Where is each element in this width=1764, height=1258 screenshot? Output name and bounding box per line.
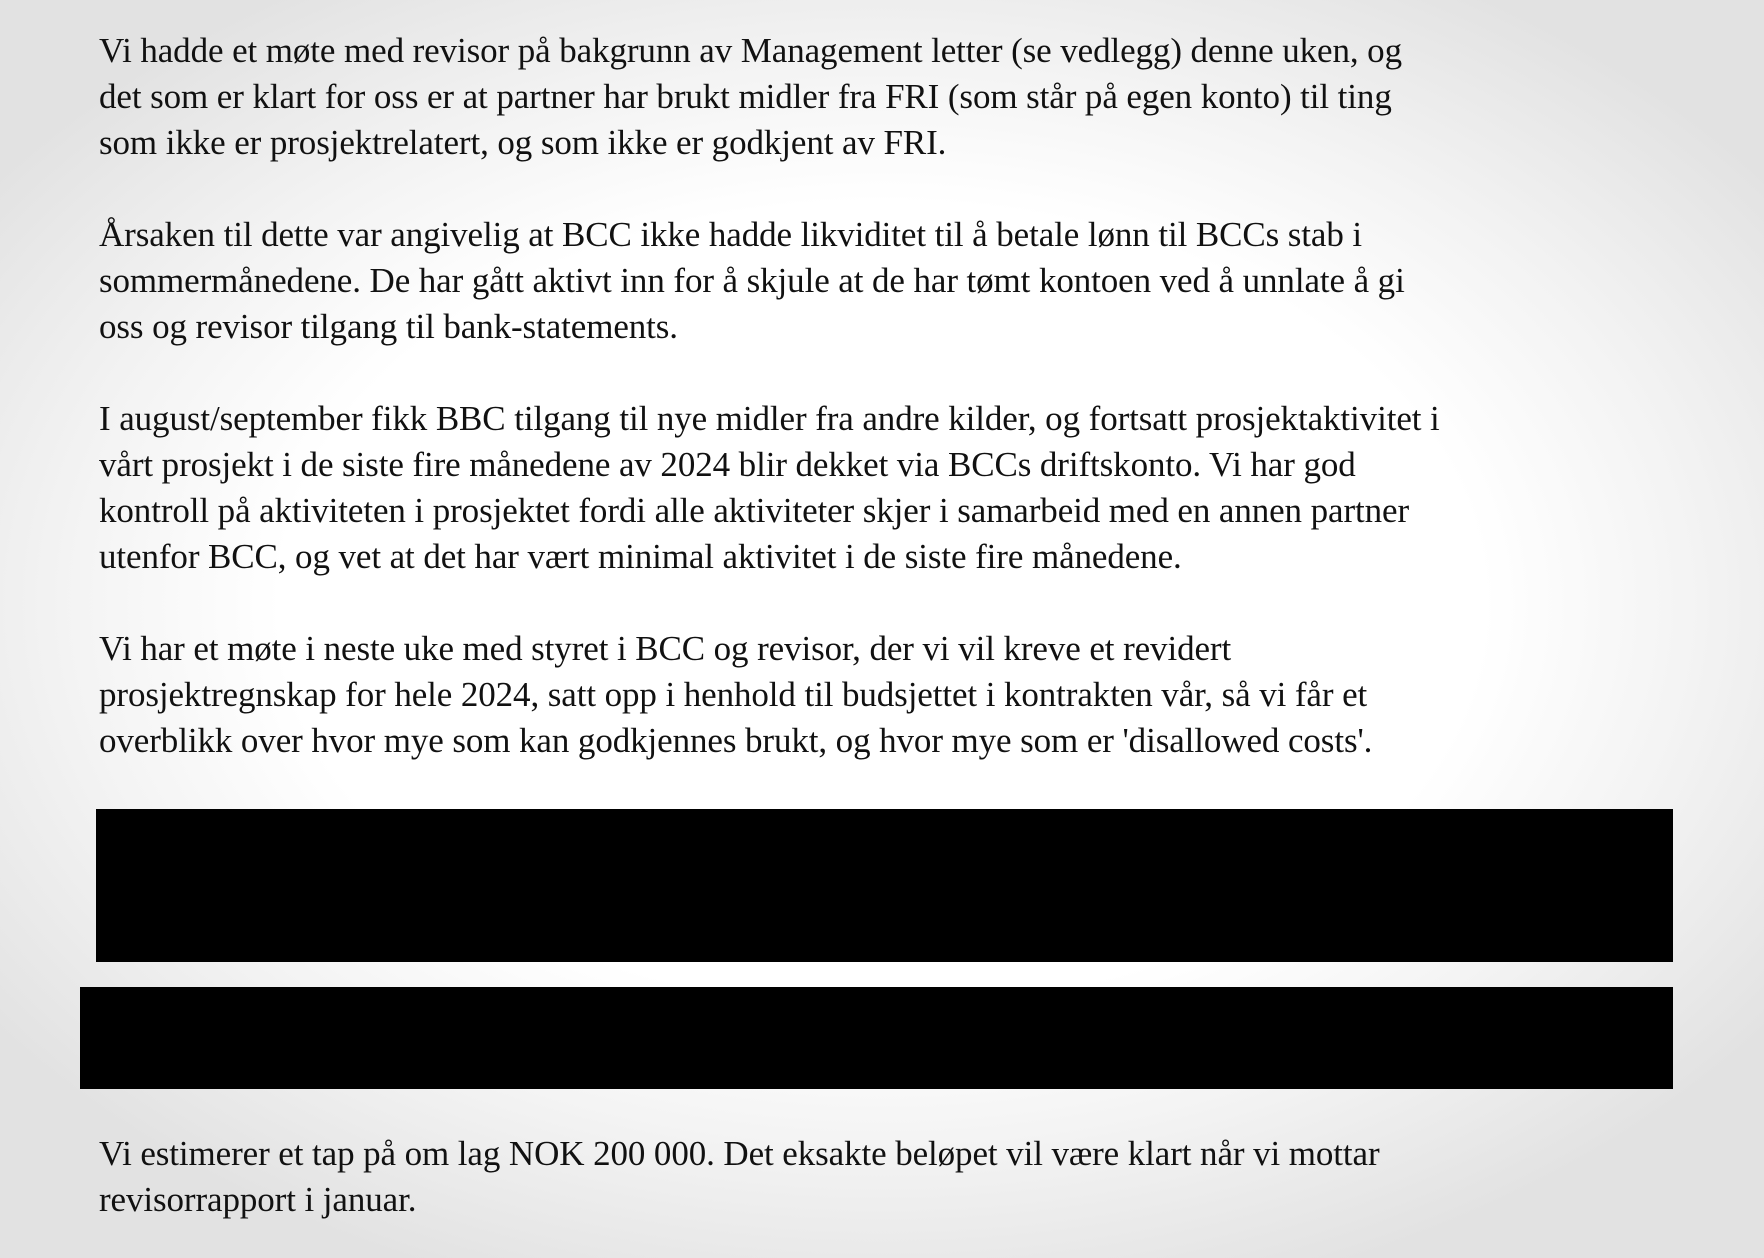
text-line: revisorrapport i januar. — [99, 1180, 417, 1219]
redaction-block — [96, 809, 1673, 962]
text-line: vårt prosjekt i de siste fire månedene av 2024 blir dekket via BCCs driftskonto. Vi har god — [99, 445, 1356, 484]
text-line: Vi estimerer et tap på om lag NOK 200 000. Det eksakte beløpet vil være klart når vi mottar — [99, 1134, 1380, 1173]
text-line: Vi har et møte i neste uke med styret i BCC og revisor, der vi vil kreve et revidert — [99, 629, 1232, 668]
text-line: som ikke er prosjektrelatert, og som ikke er godkjent av FRI. — [99, 123, 947, 162]
text-line: prosjektregnskap for hele 2024, satt opp i henhold til budsjettet i kontrakten vår, så vi får et — [99, 675, 1368, 714]
paragraph-management-letter — [99, 28, 1402, 166]
text-line: sommermånedene. De har gått aktivt inn for å skjule at de har tømt kontoen ved å unnlate å gi — [99, 261, 1405, 300]
text-line: utenfor BCC, og vet at det har vært minimal aktivitet i de siste fire månedene. — [99, 537, 1182, 576]
text-line: kontroll på aktiviteten i prosjektet fordi alle aktiviteter skjer i samarbeid med en annen partner — [99, 491, 1410, 530]
text-line: Vi hadde et møte med revisor på bakgrunn av Management letter (se vedlegg) denne uken, og — [99, 31, 1402, 70]
text-line: I august/september fikk BBC tilgang til nye midler fra andre kilder, og fortsatt prosjektaktivitet i — [99, 399, 1440, 438]
paragraph-new-funding — [99, 396, 1440, 580]
paragraph-board-meeting — [99, 626, 1372, 764]
paragraph-loss-estimate — [99, 1131, 1380, 1223]
text-line: overblikk over hvor mye som kan godkjennes brukt, og hvor mye som er 'disallowed costs'. — [99, 721, 1373, 760]
text-line: det som er klart for oss er at partner har brukt midler fra FRI (som står på egen konto) til ting — [99, 77, 1392, 116]
text-line: oss og revisor tilgang til bank-statements. — [99, 307, 678, 346]
paragraph-liquidity-reason — [99, 212, 1405, 350]
text-line: Årsaken til dette var angivelig at BCC ikke hadde likviditet til å betale lønn til BCCs stab i — [99, 215, 1363, 254]
redaction-block — [80, 987, 1673, 1089]
